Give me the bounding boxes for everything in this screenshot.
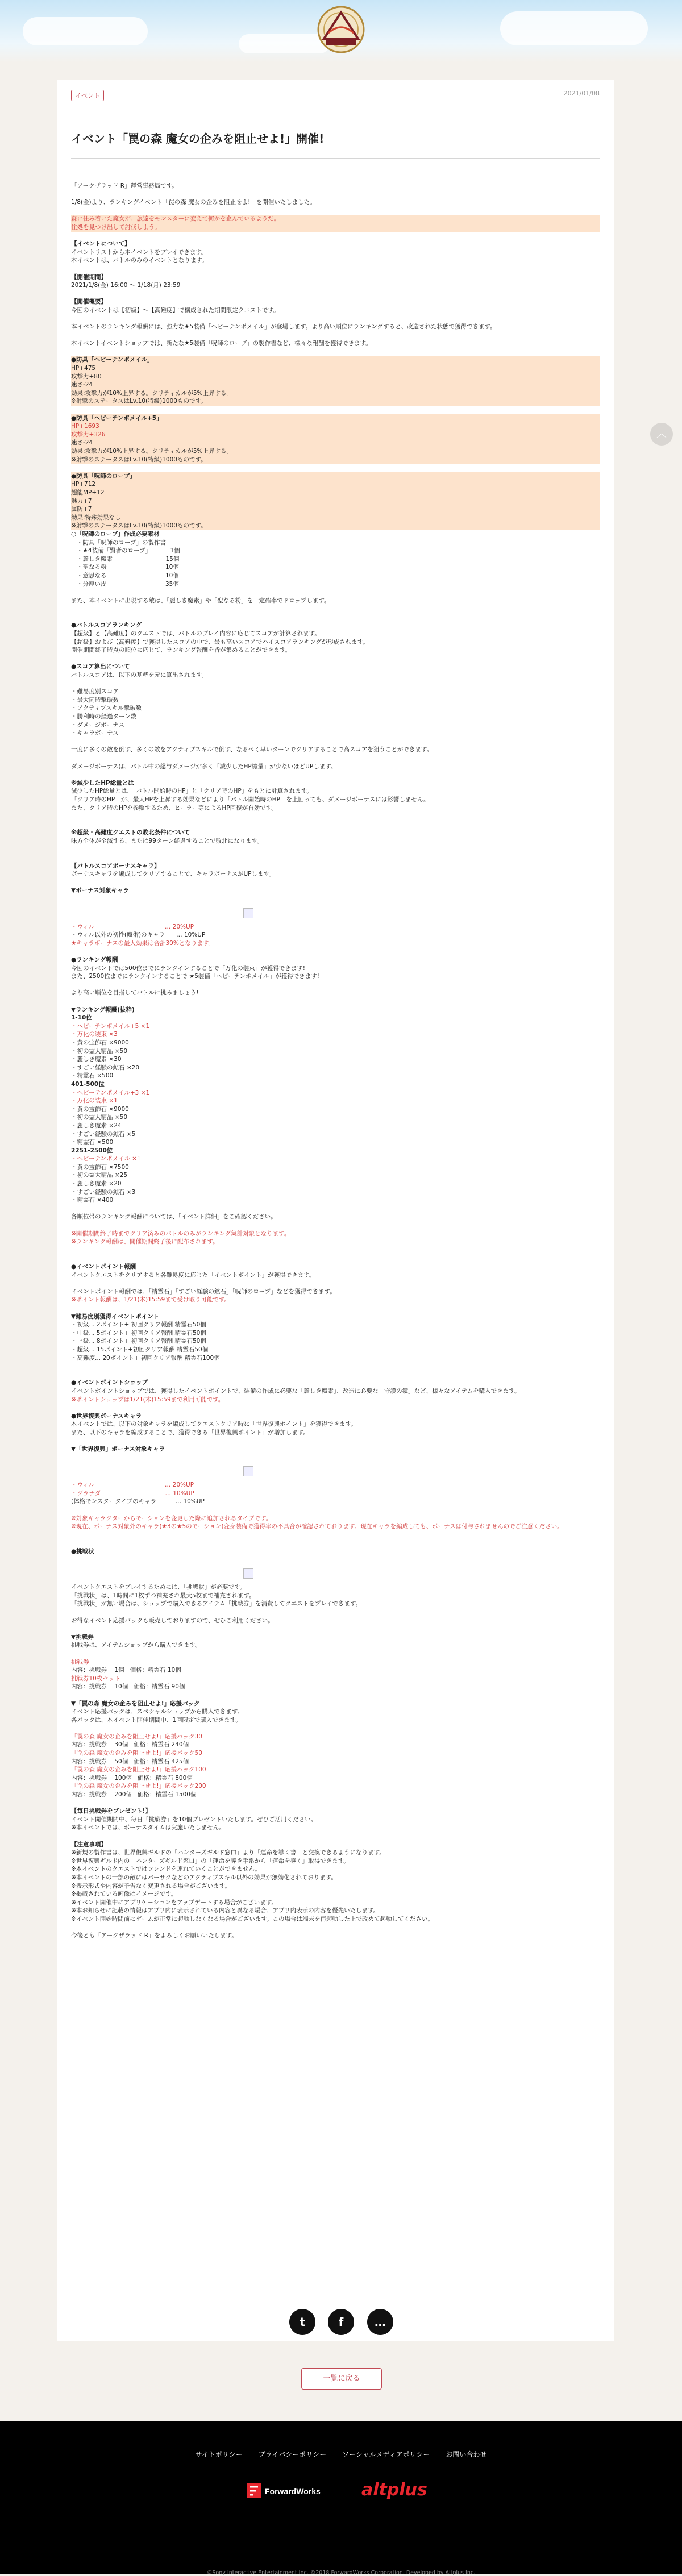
article-body xyxy=(71,182,600,1940)
article-line xyxy=(71,1799,600,1808)
cloud-decoration xyxy=(500,11,648,45)
article-line: ・初級... 2ポイント+ 初回クリア報酬 精霊石50個 xyxy=(71,1321,206,1329)
scroll-top-button[interactable] xyxy=(650,423,673,446)
article-line: ●防具「ヘビーテンポメイル」 xyxy=(71,356,600,364)
article-line xyxy=(71,1608,600,1617)
article-line: 攻撃力+326 xyxy=(71,431,600,439)
article-line: 「罠の森 魔女の企みを阻止せよ!」応援パック100 xyxy=(71,1766,206,1774)
article-line: (体格モンスタータイプのキャラ … 10%UP xyxy=(71,1498,205,1505)
article-line xyxy=(71,1362,600,1371)
article-line: ・ヘビーテンポメイル ×1 xyxy=(71,1155,141,1163)
article-line xyxy=(71,1254,600,1263)
article-line xyxy=(71,348,600,356)
divider xyxy=(71,158,600,159)
article-line xyxy=(71,754,600,763)
article-line: ボーナスキャラを編成してクリアすることで、キャラボーナスがUPします。 xyxy=(71,871,275,878)
article-line: 【注意事項】 xyxy=(71,1841,107,1848)
article-line: 本イベントイベントショップでは、新たな★5装備「呪師のローブ」の製作書など、様々な報酬を獲得できます。 xyxy=(71,340,372,347)
footer-link[interactable]: プライバシーポリシー xyxy=(258,2450,327,2458)
site-footer xyxy=(0,2421,682,2574)
article-line: ・黄の宝飾石 ×9000 xyxy=(71,1039,129,1046)
article-line xyxy=(71,613,600,622)
article-line xyxy=(71,771,600,779)
article-line: ●世界復興ボーナスキャラ xyxy=(71,1412,142,1420)
article-line: ・難易度別スコア xyxy=(71,688,119,696)
article-line: 攻撃力+80 xyxy=(71,373,600,381)
article-line: ●ランキング報酬 xyxy=(71,956,118,964)
article-line: ●挑戦状 xyxy=(71,1548,94,1555)
article-line: 挑戦券10枚セット xyxy=(71,1675,120,1682)
article-line xyxy=(71,1531,600,1539)
article-line: イベントリストから本イベントをプレイできます。 xyxy=(71,248,207,256)
article-line xyxy=(71,821,600,829)
article-line: お得なイベント応援パックも販売しておりますので、ぜひご利用ください。 xyxy=(71,1617,274,1624)
broken-image-icon xyxy=(243,1466,253,1476)
article-line: 魅力+7 xyxy=(71,497,600,506)
article-line xyxy=(71,1221,600,1230)
article-line xyxy=(71,605,600,613)
article-line: ※射撃のステータスはLv.10(特級)1000ものです。 xyxy=(71,522,600,530)
article-line: 内容：挑戦券 100個 価格：精霊石 800個 xyxy=(71,1774,193,1782)
article-line: 2251-2500位 xyxy=(71,1147,113,1154)
article-line xyxy=(71,588,600,597)
article-line: バトルスコアは、以下の基準を元に算出されます。 xyxy=(71,672,208,679)
article-line: ★キャラボーナスの最大効果は合計30%となります。 xyxy=(71,939,214,947)
article-line: 効果:攻撃力が10%上昇する。クリティカルが5%上昇する。 xyxy=(71,447,600,456)
article-line: 「アークザラッド R」運営事務局です。 xyxy=(71,182,178,189)
page-title: イベント「罠の森 魔女の企みを阻止せよ!」開催! xyxy=(71,132,325,145)
article-line: 【開催概要】 xyxy=(71,298,107,306)
forwardworks-logo[interactable] xyxy=(247,2482,335,2499)
article-line: イベントクエストをクリアすると各難易度に応じた「イベントポイント」が獲得できます。 xyxy=(71,1271,315,1279)
article-line xyxy=(71,1506,600,1514)
article-line: ▼難易度別獲得イベントポイント xyxy=(71,1313,160,1320)
article-line: ・超級... 15ポイント+初回クリア報酬 精霊石50個 xyxy=(71,1346,209,1353)
article-line: ・意思なる 10個 xyxy=(71,572,179,579)
article-line: ●スコア算出について xyxy=(71,663,130,671)
article-line xyxy=(71,190,600,199)
line-icon[interactable]: … xyxy=(367,2309,393,2335)
article-line: ・ヘビーテンポメイル+5 ×1 xyxy=(71,1022,150,1030)
article-line: 【毎日挑戦券をプレゼント!】 xyxy=(71,1808,151,1815)
article-line xyxy=(71,406,600,414)
article-line: ・すごい経験の鉱石 ×3 xyxy=(71,1188,136,1196)
article-line: ・万化の装束 ×1 xyxy=(71,1097,118,1105)
article-line xyxy=(71,207,600,215)
article-line: ▼ボーナス対象キャラ xyxy=(71,887,130,894)
article-line: ・ヘビーテンポメイル+3 ×1 xyxy=(71,1089,150,1096)
article-line: 今後とも「アークザラッド R」をよろしくお願いいたします。 xyxy=(71,1932,238,1940)
category-badge: イベント xyxy=(71,90,104,101)
article-line: 味方全体が全滅する、または99ターン経過することで敗北になります。 xyxy=(71,837,263,844)
article-line: 属防+7 xyxy=(71,505,600,514)
article-line: 【超級】と【高難度】のクエストでは、バトルのプレイ内容に応じてスコアが計算されます。 xyxy=(71,630,321,638)
article-line xyxy=(71,997,600,1006)
article-line: 「罠の森 魔女の企みを阻止せよ!」応援パック200 xyxy=(71,1783,206,1790)
altplus-logo[interactable]: altplus xyxy=(361,2480,427,2500)
article-line: 一度に多くの敵を倒す、多くの敵をアクティブスキルで倒す、なるべく早いターンでクリアすることで高スコアを狙うことができます。 xyxy=(71,746,433,754)
article-line xyxy=(71,1246,600,1255)
article-line xyxy=(71,1539,600,1547)
article-line: ・ダメージボーナス xyxy=(71,721,124,729)
article-line: 【イベントについて】 xyxy=(71,240,131,248)
footer-link[interactable]: ソーシャルメディアポリシー xyxy=(342,2450,430,2458)
article-line: 「挑戦状」が無い場合は、ショップで購入できるアイテム「挑戦券」を消費してクエストをプレイできます。 xyxy=(71,1600,362,1608)
article-line xyxy=(71,947,600,956)
article-line xyxy=(71,1304,600,1313)
article-line: ・初の霊大精晶 ×50 xyxy=(71,1114,127,1121)
article-line: 効果:攻撃力が10%上昇する。クリティカルが5%上昇する。 xyxy=(71,389,600,398)
article-line: ※本イベントの一部の敵にはバーサクなどのアクティブスキル以外の効果が無効化されております。 xyxy=(71,1874,337,1881)
post-date: 2021/01/08 xyxy=(563,90,600,97)
article-line xyxy=(71,854,600,862)
article-line: ・麗しき魔素 ×30 xyxy=(71,1056,122,1063)
article-line: ※本お知らせに記載の情報はアプリ内に表示されている内容と異なる場合、アプリ内表示の内容を優先いたします。 xyxy=(71,1907,380,1915)
article-line: 減少したHP総量とは、「バトル開始時のHP」と「クリア時のHP」をもとに計算されます。 xyxy=(71,788,313,795)
article-line: ※本イベントでは、ボーナスタイムは実施いたしません。 xyxy=(71,1824,226,1832)
article-line: ・グラナダ … 10%UP xyxy=(71,1489,194,1497)
article-line xyxy=(71,464,600,472)
footer-link[interactable]: お問い合わせ xyxy=(446,2450,487,2458)
article-line xyxy=(71,1691,600,1700)
article-line: ・黄の宝飾石 ×9000 xyxy=(71,1105,129,1113)
article-line: ・初の霊大精晶 ×50 xyxy=(71,1047,127,1055)
article-line: 速さ-24 xyxy=(71,439,600,447)
article-line: ※新規の製作書は、世界復興ギルドの「ハンターズギルド窓口」より「運命を導く書」と交換できるようになります。 xyxy=(71,1849,385,1857)
chevron-up-icon: ︿ xyxy=(656,428,667,440)
article-line: HP+712 xyxy=(71,480,600,489)
article-line: より高い順位を目指してバトルに挑みましょう! xyxy=(71,989,199,997)
article-line xyxy=(71,1625,600,1633)
article-line: 開催期間終了時点の順位に応じて、ランキング報酬を皆が集めることができます。 xyxy=(71,647,292,654)
article-line: 内容：挑戦券 10個 価格：精霊石 90個 xyxy=(71,1683,185,1691)
article-line: ・アクティブスキル撃破数 xyxy=(71,705,142,712)
article-line xyxy=(71,1205,600,1213)
site-logo[interactable] xyxy=(311,5,371,56)
article-line: また、クリア時のHPを参照するため、ヒーラー等によるHP回復が有効です。 xyxy=(71,804,277,811)
article-line: ・すごい経験の鉱石 ×20 xyxy=(71,1064,139,1071)
article-line xyxy=(71,846,600,854)
article-line xyxy=(71,655,600,663)
article-line: ※ランキング報酬は、開催期間終了後に配布されます。 xyxy=(71,1238,219,1246)
article-line: ・麗しき魔素 15個 xyxy=(71,555,180,563)
article-line: ※ポイント報酬は、1/21(木)15:59まで受け取り可能です。 xyxy=(71,1296,230,1304)
news-article xyxy=(57,80,614,2341)
article-line: 【超級】および【高難度】で獲得したスコアの中で、最も高いスコアでハイスコアランキングが形成されます。 xyxy=(71,638,369,646)
article-line: 本イベントのランキング報酬には、強力な★5装備「ヘビーテンポメイル」が登場します。より高い順位にランキングすると、改造された状態で獲得できます。 xyxy=(71,323,496,331)
article-line xyxy=(71,1724,600,1733)
article-line: ※表示形式や内容が予告なく変更される場合がございます。 xyxy=(71,1882,231,1890)
article-line: ※ポイントショップは1/21(木)15:59まで利用可能です。 xyxy=(71,1396,224,1403)
article-line xyxy=(71,1556,600,1564)
article-line: ・ウィル以外の初性(魔術)のキャラ … 10%UP xyxy=(71,931,206,939)
article-line: 1/8(金)より、ランキングイベント「罠の森 魔女の企みを阻止せよ!」を開催いたしました。 xyxy=(71,199,316,206)
article-line xyxy=(71,879,600,887)
article-line: ●イベントポイント報酬 xyxy=(71,1263,136,1270)
article-line: 森に住み着いた魔女が、旅達をモンスターに変えて何かを企んでいるようだ。 xyxy=(71,215,600,223)
article-line: 超能MP+12 xyxy=(71,489,600,497)
article-line: イベントクエストをプレイするためには、「挑戦状」が必要です。 xyxy=(71,1584,246,1591)
article-line: ・キャラボーナス xyxy=(71,730,119,737)
site-header xyxy=(0,0,682,63)
article-line: 今回のイベントは【初級】～【高難度】で構成された期間限定クエストです。 xyxy=(71,306,280,314)
article-line: 1-10位 xyxy=(71,1014,92,1022)
article-line: ・分厚い皮 35個 xyxy=(71,580,179,588)
article-line: 各パックは、本イベント開催期間中、1回限定で購入できます。 xyxy=(71,1716,242,1724)
article-line: ▼ランキング報酬(抜粋) xyxy=(71,1006,135,1013)
article-line: 内容：挑戦券 30個 価格：精霊石 240個 xyxy=(71,1741,189,1749)
copyright: ©Sony Interactive Entertainment Inc. ©2018 ForwardWorks Corporation. Developed by Altplus Inc. xyxy=(206,2570,476,2576)
twitter-icon[interactable]: t xyxy=(289,2309,315,2335)
article-line: ※世界復興ギルド内の「ハンターズギルド窓口」の「運命を導き手系から「運命を導く」取得できます。 xyxy=(71,1857,350,1865)
article-line xyxy=(71,1404,600,1412)
article-line: ※対象キャラクターからモーションを変更した際に追加されるタイプです。 xyxy=(71,1514,272,1522)
article-line: ・麗しき魔素 ×24 xyxy=(71,1122,122,1129)
article-line: ※現在、ボーナス対象外のキャラ(★3の★5のモーション)変身装備で獲得率の不具合が確認されております。現在キャラを編成しても、ボーナスは付与されませんのでご注意ください。 xyxy=(71,1523,563,1530)
article-line: 内容：挑戦券 200個 価格：精霊石 1500個 xyxy=(71,1791,197,1799)
article-line: ●防具「呪師のローブ」 xyxy=(71,472,600,481)
article-line: ・精霊石 ×400 xyxy=(71,1197,114,1204)
article-line xyxy=(71,1650,600,1658)
article-line: ・すごい経験の鉱石 ×5 xyxy=(71,1130,136,1138)
broken-image-icon xyxy=(243,1568,253,1579)
article-line xyxy=(71,265,600,273)
article-line: ※イベント開始時間前にゲームが正常に起動しなくなる場合がございます。この場合は端末を再起動した上で改めて起動してください。 xyxy=(71,1915,434,1922)
share-buttons xyxy=(289,2309,393,2335)
article-line xyxy=(71,232,600,240)
article-line xyxy=(71,895,600,904)
article-line: ●バトルスコアランキング xyxy=(71,622,142,629)
article-line: 今回のイベントでは500位までにランクインすることで「万化の装束」が獲得できます! xyxy=(71,964,306,972)
footer-nav xyxy=(0,2449,682,2459)
article-line: ・勝利時の経過ターン数 xyxy=(71,713,137,720)
article-line: ダメージボーナスは、バトル中の総与ダメージが多く「減少したHP総量」が少ないほどUPします。 xyxy=(71,763,337,770)
footer-link[interactable]: サイトポリシー xyxy=(195,2450,243,2458)
article-line: ・上級... 8ポイント+ 初回クリア報酬 精霊石50個 xyxy=(71,1338,206,1345)
article-line: ※射撃のステータスはLv.10(特級)1000ものです。 xyxy=(71,397,600,406)
article-line: イベントポイントショップでは、獲得したイベントポイントで、装備の作成に必要な「麗しき魔素」、改造に必要な「守護の鏡」など、様々なアイテムを購入できます。 xyxy=(71,1387,521,1395)
article-line: ※本イベントのクエストではフレンドを連れていくことができません。 xyxy=(71,1866,261,1873)
broken-image-icon xyxy=(243,908,253,918)
article-line: ○「呪師のローブ」作成必要素材 xyxy=(71,530,160,538)
article-line xyxy=(71,812,600,821)
article-line xyxy=(71,1437,600,1445)
article-line: また、本イベントに出現する敵は、「麗しき魔素」や「聖なる粉」を一定確率でドロップします。 xyxy=(71,597,330,604)
article-line: ※超級・高難度クエストの敗北条件について xyxy=(71,829,190,837)
article-line: イベント応援パックは、スペシャルショップから購入できます。 xyxy=(71,1708,243,1716)
article-line: ※イベント開催中にアプリケーションをアップデートする場合がございます。 xyxy=(71,1899,277,1906)
article-line: 内容：挑戦券 50個 価格：精霊石 425個 xyxy=(71,1758,189,1765)
article-line: ・★4装備「賢者のローブ」 1個 xyxy=(71,547,180,555)
article-line xyxy=(71,1371,600,1379)
article-line: また、以下のキャラを編成することで、獲得できる「世界復興ポイント」が増加します。 xyxy=(71,1429,309,1436)
article-line: ※開催期間終了時までクリア済みのバトルのみがランキング集計対象となります。 xyxy=(71,1230,290,1237)
article-line xyxy=(71,1279,600,1288)
article-line: 挑戦券は、アイテムショップから購入できます。 xyxy=(71,1642,201,1649)
article-line: ・最大同時撃破数 xyxy=(71,696,119,704)
article-line: HP+475 xyxy=(71,364,600,373)
article-line: ・聖なる粉 10個 xyxy=(71,564,179,571)
article-line: 「クリア時のHP」が、最大HPを上昇する効果などにより「バトル開始時のHP」を上回っても、ダメージボーナスには影響しません。 xyxy=(71,796,430,803)
article-line xyxy=(71,315,600,323)
article-line xyxy=(71,1454,600,1462)
article-line: 2021/1/8(金) 16:00 ～ 1/18(月) 23:59 xyxy=(71,282,181,289)
article-line: ・精霊石 ×500 xyxy=(71,1072,114,1080)
article-line xyxy=(71,680,600,688)
article-line: 挑戦券 xyxy=(71,1658,89,1666)
article-line: ▼「罠の森 魔女の企みを阻止せよ!」応援パック xyxy=(71,1700,200,1707)
article-line: ・高難度... 20ポイント+ 初回クリア報酬 精霊石100個 xyxy=(71,1354,220,1362)
article-line: 【開催期間】 xyxy=(71,273,107,281)
article-line: ▼「世界復興」ボーナス対象キャラ xyxy=(71,1446,165,1453)
article-line: 【バトルスコアボーナスキャラ】 xyxy=(71,862,160,869)
article-line xyxy=(71,1832,600,1841)
article-line: ※掲載されている画像はイメージです。 xyxy=(71,1891,177,1898)
article-line: ・ウィル … 20%UP xyxy=(71,923,194,930)
article-line: ※減少したHP総量とは xyxy=(71,779,134,786)
article-line: 本イベントは、バトルのみのイベントとなります。 xyxy=(71,257,208,264)
forwardworks-logo-text: ForwardWorks xyxy=(265,2487,321,2496)
article-line: 効果:特殊効果なし xyxy=(71,514,600,522)
article-line: 401-500位 xyxy=(71,1080,105,1088)
article-line: ・ウィル … 20%UP xyxy=(71,1481,194,1489)
article-line: 速さ-24 xyxy=(71,381,600,389)
article-line: 内容：挑戦券 1個 価格：精霊石 10個 xyxy=(71,1667,181,1674)
article-line: 「罠の森 魔女の企みを阻止せよ!」応援パック30 xyxy=(71,1733,202,1740)
article-line: ・初の霊大精晶 ×25 xyxy=(71,1172,127,1179)
article-line: また、2500位までにランクインすることで ★5装備「ヘビーテンポメイル」が獲得できます! xyxy=(71,973,319,980)
article-line: 本イベントでは、以下の対象キャラを編成してクエストクリア時に「世界復興ポイント」を獲得できます。 xyxy=(71,1421,357,1428)
article-line: ●イベントポイントショップ xyxy=(71,1379,148,1387)
article-line: ※射撃のステータスはLv.10(特級)1000ものです。 xyxy=(71,456,600,464)
back-to-list-button[interactable]: 一覧に戻る xyxy=(301,2368,382,2390)
article-line: ・防具「呪師のローブ」の製作書 xyxy=(71,539,166,546)
article-line xyxy=(71,290,600,298)
article-line xyxy=(71,1924,600,1932)
article-line: ・万化の装束 ×3 xyxy=(71,1031,118,1038)
cloud-decoration xyxy=(23,17,148,45)
article-line: ・黄の宝飾石 ×7500 xyxy=(71,1163,129,1171)
article-line xyxy=(71,738,600,746)
article-line xyxy=(71,331,600,340)
article-line: HP+1693 xyxy=(71,422,600,431)
article-line: 「罠の森 魔女の企みを阻止せよ!」応援パック50 xyxy=(71,1750,202,1757)
facebook-icon[interactable]: f xyxy=(328,2309,354,2335)
article-line: ・中級... 5ポイント+ 初回クリア報酬 精霊石50個 xyxy=(71,1329,206,1337)
article-line: イベント開催期間中、毎日「挑戦券」を10個プレゼントいたします。ぜひご活用ください。 xyxy=(71,1816,317,1823)
article-line: 各順位帯のランキング報酬については、「イベント詳細」をご確認ください。 xyxy=(71,1213,277,1221)
article-line: ・麗しき魔素 ×20 xyxy=(71,1180,122,1188)
article-line: イベントポイント報酬では、「精霊石」「すごい経験の鉱石」「呪師のローブ」などを獲得できます。 xyxy=(71,1288,336,1295)
article-line: ●防具「ヘビーテンポメイル+5」 xyxy=(71,414,600,423)
article-line: 「挑戦状」は、1時間に1枚ずつ補充され最大5枚まで補充されます。 xyxy=(71,1592,255,1599)
article-line: 住処を見つけ出して討伐しよう。 xyxy=(71,223,600,232)
article-line: ・精霊石 ×500 xyxy=(71,1139,114,1146)
article-line: ▼挑戦券 xyxy=(71,1633,94,1641)
article-line xyxy=(71,981,600,989)
